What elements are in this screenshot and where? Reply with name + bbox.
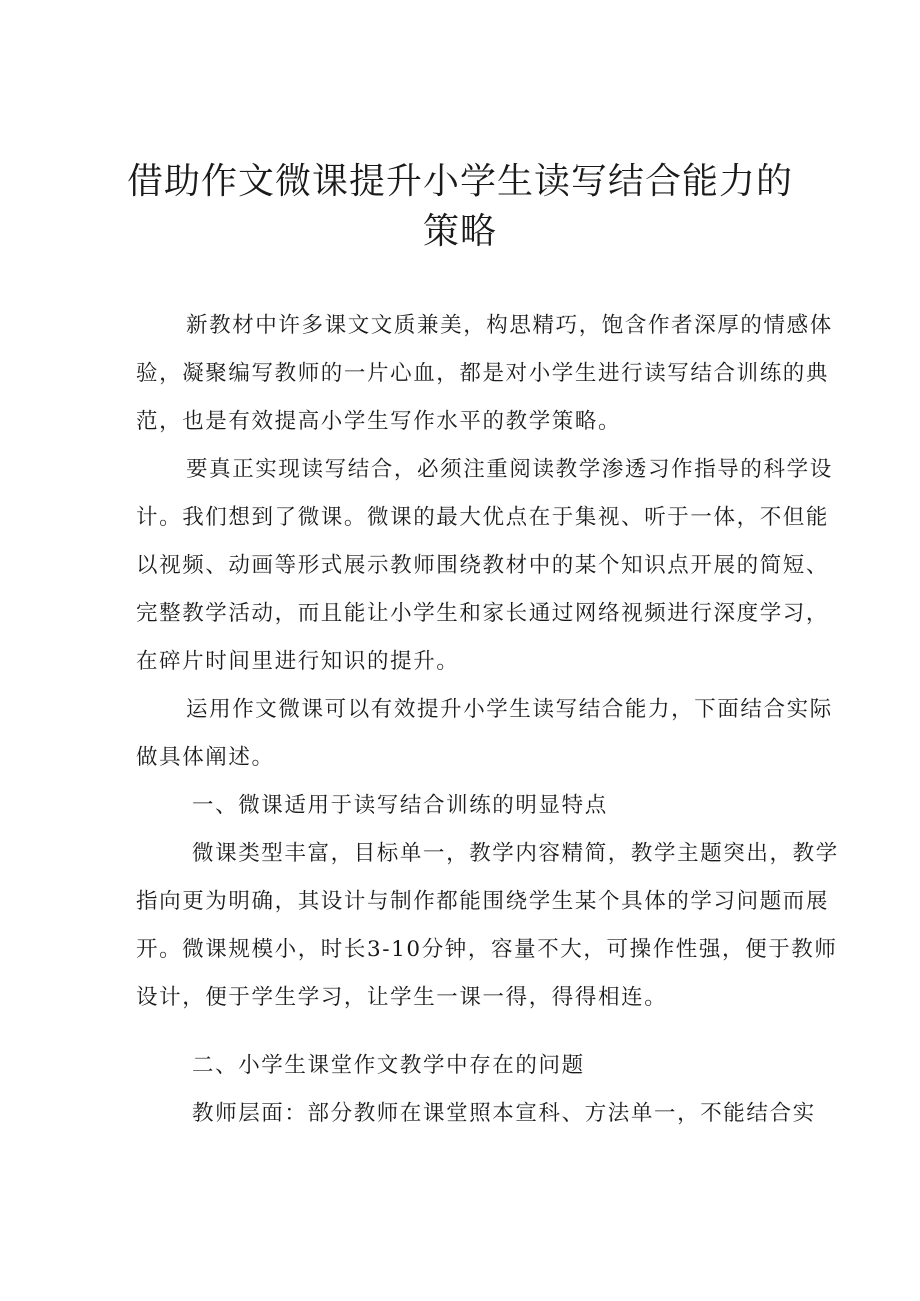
paragraph-line: 新教材中许多课文文质兼美，构思精巧，饱含作者深厚的情感体 [186, 313, 833, 338]
paragraph-line: 微课类型丰富，目标单一，教学内容精简，教学主题突出，教学 [192, 841, 839, 866]
paragraph-line: 做具体阐述。 [136, 745, 275, 770]
paragraph-5 [136, 1090, 816, 1138]
paragraph-line: 验，凝聚编写教师的一片心血，都是对小学生进行读写结合训练的典 [136, 361, 830, 386]
paragraph-line: 设计，便于学生学习，让学生一课一得，得得相连。 [136, 985, 668, 1010]
paragraph-4 [136, 830, 839, 1022]
document-title-line-2: 策略 [422, 211, 497, 252]
paragraph-line: 完整教学活动，而且能让小学生和家长通过网络视频进行深度学习， [136, 601, 830, 626]
paragraph-line: 要真正实现读写结合，必须注重阅读教学渗透习作指导的科学设 [186, 457, 833, 482]
paragraph-line: 运用作文微课可以有效提升小学生读写结合能力，下面结合实际 [186, 697, 833, 722]
section-heading-2 [136, 1042, 792, 1090]
paragraph-2 [136, 446, 833, 686]
paragraph-line: 计。我们想到了微课。微课的最大优点在于集视、听于一体，不但能 [136, 505, 830, 530]
section-heading-text: 二、小学生课堂作文教学中存在的问题 [192, 1053, 585, 1078]
paragraph-line: 以视频、动画等形式展示教师围绕教材中的某个知识点开展的简短、 [136, 553, 830, 578]
paragraph-3 [136, 686, 833, 782]
section-heading-text: 一、微课适用于读写结合训练的明显特点 [192, 793, 608, 818]
paragraph-line: 指向更为明确，其设计与制作都能围绕学生某个具体的学习问题而展 [136, 889, 830, 914]
paragraph-line: 教师层面：部分教师在课堂照本宣科、方法单一，不能结合实 [192, 1101, 816, 1126]
document-title-line-1: 借助作文微课提升小学生读写结合能力的 [126, 161, 793, 202]
paragraph-line: 在碎片时间里进行知识的提升。 [136, 649, 460, 674]
paragraph-1 [136, 302, 833, 446]
paragraph-line: 开。微课规模小，时长3-10分钟，容量不大，可操作性强，便于教师 [136, 937, 838, 962]
paragraph-line: 范，也是有效提高小学生写作水平的教学策略。 [136, 409, 622, 434]
section-heading-1 [136, 782, 792, 830]
